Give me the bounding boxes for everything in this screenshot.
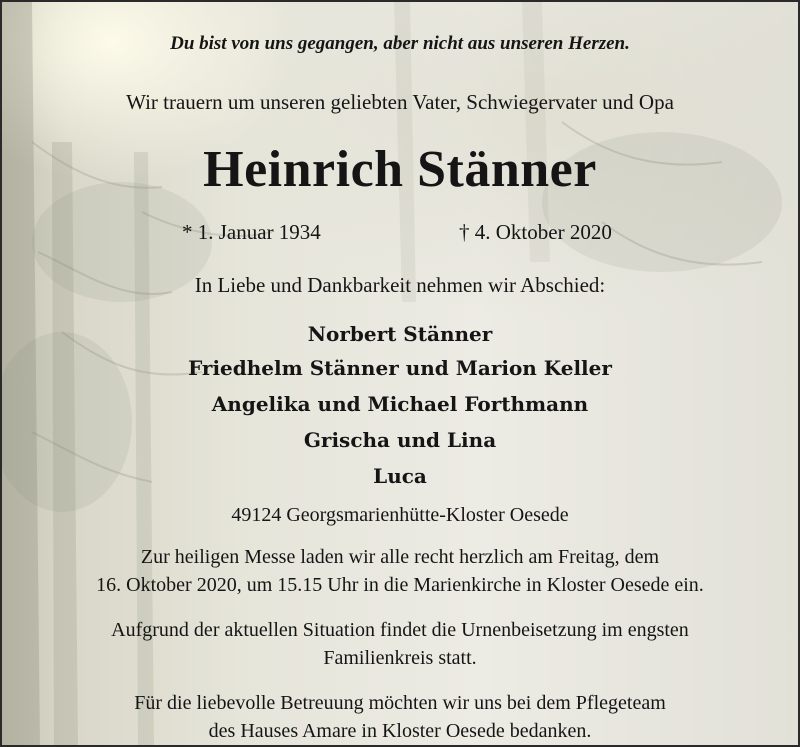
burial-notice (2, 616, 798, 672)
mass-invitation (2, 543, 798, 599)
address: 49124 Georgsmarienhütte-Kloster Oesede (231, 504, 569, 526)
mourner-name: Friedhelm Stänner und Marion Keller (188, 356, 612, 380)
thanks-text (2, 689, 798, 745)
mourner-name: Norbert Stänner (307, 322, 493, 346)
mass-invitation-line: Zur heiligen Messe laden wir alle recht herzlich am Freitag, dem (140, 546, 660, 568)
thanks-line: Für die liebevolle Betreuung möchten wir uns bei dem Pflegeteam (134, 692, 666, 714)
deceased-name: Heinrich Stänner (203, 141, 597, 198)
farewell-text: In Liebe und Dankbarkeit nehmen wir Abschied: (194, 273, 606, 297)
burial-notice-line: Aufgrund der aktuellen Situation findet die Urnenbeisetzung im engsten (111, 619, 689, 641)
mourner-name: Angelika und Michael Forthmann (211, 392, 589, 416)
burial-notice-line: Familienkreis statt. (323, 647, 477, 669)
birth-date: * 1. Januar 1934 (182, 220, 321, 244)
motto: Du bist von uns gegangen, aber nicht aus unseren Herzen. (170, 33, 630, 54)
intro-text: Wir trauern um unseren geliebten Vater, Schwiegervater und Opa (126, 90, 674, 114)
mourner-name: Grischa und Lina (303, 428, 497, 452)
death-date: † 4. Oktober 2020 (459, 220, 612, 244)
mourner-name: Luca (373, 464, 427, 488)
mass-invitation-line: 16. Oktober 2020, um 15.15 Uhr in die Marienkirche in Kloster Oesede ein. (96, 574, 704, 596)
thanks-line: des Hauses Amare in Kloster Oesede bedanken. (208, 720, 592, 742)
